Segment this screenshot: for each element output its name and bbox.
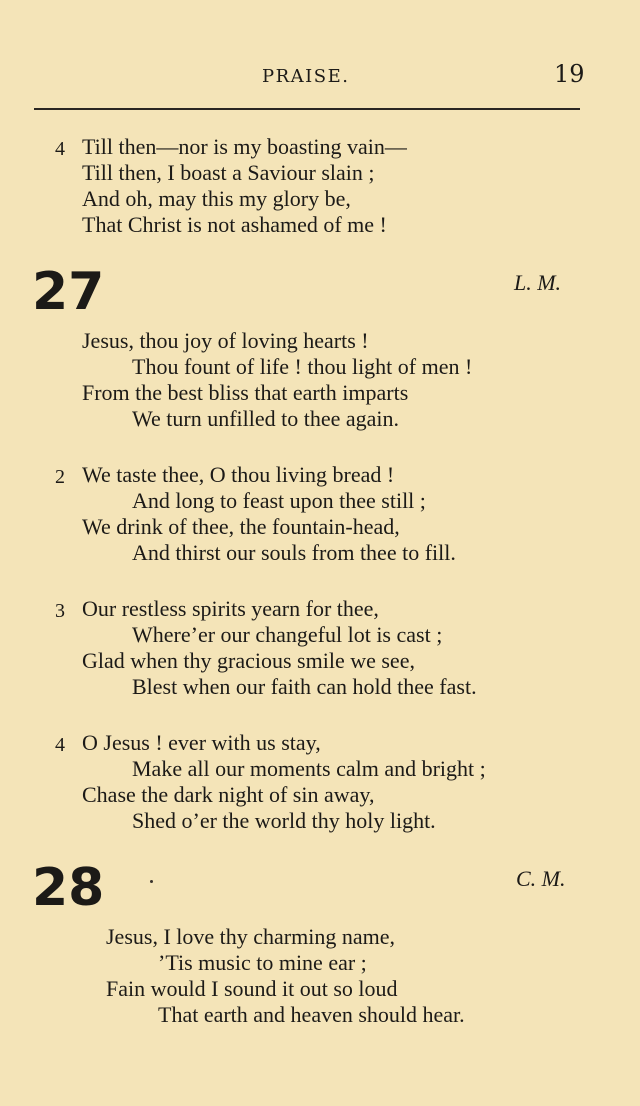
verse-line: From the best bliss that earth imparts bbox=[82, 380, 409, 405]
header-rule bbox=[34, 108, 580, 110]
verse-line: Till then—nor is my boasting vain— bbox=[82, 134, 407, 159]
verse-line: That earth and heaven should hear. bbox=[158, 1002, 465, 1027]
verse-line: Our restless spirits yearn for thee, bbox=[82, 596, 379, 621]
verse-number: 4 bbox=[55, 138, 65, 160]
hymn-meter: L. M. bbox=[514, 270, 562, 295]
section-title: PRAISE. bbox=[262, 66, 350, 87]
verse-line: And oh, may this my glory be, bbox=[82, 186, 351, 211]
verse-line: Make all our moments calm and bright ; bbox=[132, 756, 486, 781]
verse-line: Shed o’er the world thy holy light. bbox=[132, 808, 436, 833]
page-number: 19 bbox=[554, 60, 585, 88]
verse-line: Jesus, thou joy of loving hearts ! bbox=[82, 328, 369, 353]
verse-line: Jesus, I love thy charming name, bbox=[106, 924, 395, 949]
verse-line: That Christ is not ashamed of me ! bbox=[82, 212, 387, 237]
hymn-number: 28 bbox=[32, 858, 105, 918]
verse-line: We drink of thee, the fountain-head, bbox=[82, 514, 400, 539]
print-speck bbox=[150, 880, 153, 883]
verse-line: Chase the dark night of sin away, bbox=[82, 782, 375, 807]
verse-line: ’Tis music to mine ear ; bbox=[158, 950, 367, 975]
hymn-number: 27 bbox=[32, 262, 105, 322]
verse-line: Where’er our changeful lot is cast ; bbox=[132, 622, 443, 647]
verse-line: And thirst our souls from thee to fill. bbox=[132, 540, 456, 565]
verse-line: Glad when thy gracious smile we see, bbox=[82, 648, 415, 673]
verse-number: 4 bbox=[55, 734, 65, 756]
verse-line: O Jesus ! ever with us stay, bbox=[82, 730, 321, 755]
verse-line: Fain would I sound it out so loud bbox=[106, 976, 398, 1001]
verse-number: 2 bbox=[55, 466, 65, 488]
verse-line: We turn unfilled to thee again. bbox=[132, 406, 400, 431]
verse-line: Blest when our faith can hold thee fast. bbox=[132, 674, 477, 699]
verse-line: And long to feast upon thee still ; bbox=[132, 488, 426, 513]
verse-number: 3 bbox=[55, 600, 65, 622]
hymn-meter: C. M. bbox=[516, 866, 566, 891]
verse-line: Thou fount of life ! thou light of men ! bbox=[132, 354, 473, 379]
verse-line: Till then, I boast a Saviour slain ; bbox=[82, 160, 375, 185]
verse-line: We taste thee, O thou living bread ! bbox=[82, 462, 395, 487]
